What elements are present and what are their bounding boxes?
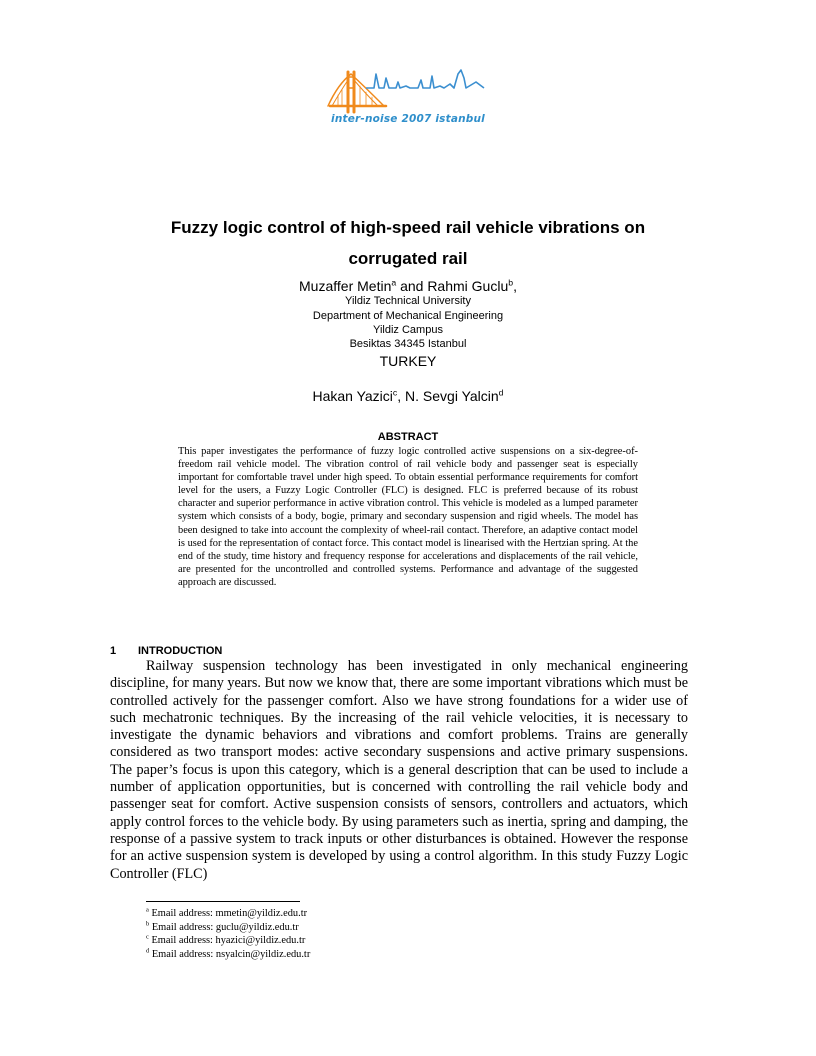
author-mark: a: [391, 277, 397, 288]
section-number: 1: [110, 645, 117, 657]
logo-text: inter-noise 2007 istanbul: [331, 113, 485, 125]
footnote-text: Email address: nsyalcin@yildiz.edu.tr: [149, 948, 311, 960]
author-name: Hakan Yazici: [312, 388, 393, 404]
author-mark: d: [498, 387, 504, 398]
footnote-text: Email address: guclu@yildiz.edu.tr: [149, 921, 299, 933]
footnotes: [146, 907, 546, 961]
authors-line-2: [108, 388, 708, 404]
affiliation-university: Yildiz Technical University: [345, 295, 471, 307]
footnote: [146, 934, 546, 948]
paper-title-line-1: Fuzzy logic control of high-speed rail vehicle vibrations on: [170, 218, 646, 237]
footnote-mark: b: [146, 920, 150, 928]
author-name: and Rahmi Guclu: [396, 278, 509, 294]
affiliation-address: Besiktas 34345 Istanbul: [349, 338, 467, 350]
affiliation-country: TURKEY: [379, 353, 437, 369]
footnote: [146, 907, 546, 921]
footnote-rule: [146, 901, 300, 902]
conference-logo: [326, 66, 490, 130]
section-title: INTRODUCTION: [138, 645, 223, 657]
authors-line: [108, 278, 708, 294]
abstract-text: This paper investigates the performance of fuzzy logic controlled active suspensions on a six-degree-of-freedom rail vehicle model. The vibration control of rail vehicle body and passenger seat is especially important for comfortable travel under high speed. To obtain essential performance requirements for comfort level for the users, a Fuzzy Logic Controller (FLC) is designed. FLC is preferred because of its robust character and superior performance in active vibration control. This vehicle is modeled as a lumped parameter system which consists of a body, bogie, primary and secondary suspension and rigid wheels. The model has been designed to take into account the complexity of wheel-rail contact. Therefore, an adaptive contact model is used for the representation of contact force. This contact model is linearised with the Hertzian spring. At the end of the study, time history and frequency response for accelerations and displacements of the rail vehicle, are presented for the uncontrolled and controlled systems. Performance and advantage of the suggested approach are discussed.: [178, 446, 638, 588]
author-name: , N. Sevgi Yalcin: [397, 388, 499, 404]
author-name: Muzaffer Metin: [299, 278, 392, 294]
footnote-mark: c: [146, 933, 149, 941]
footnote: [146, 948, 546, 962]
footnote-mark: a: [146, 906, 149, 914]
author-mark: c: [392, 387, 398, 398]
footnote-text: Email address: hyazici@yildiz.edu.tr: [148, 935, 306, 946]
paper-title-line-2: corrugated rail: [348, 249, 468, 268]
abstract-heading: ABSTRACT: [377, 431, 439, 443]
section-heading: [110, 645, 222, 658]
bridge-skyline-icon: [326, 66, 490, 116]
author-mark: b: [508, 277, 514, 288]
affiliation-department: Department of Mechanical Engineering: [312, 310, 504, 322]
footnote: [146, 921, 546, 935]
footnote-mark: d: [146, 947, 150, 955]
introduction-body: Railway suspension technology has been investigated in only mechanical engineering discipline, for many years. But now we know that, there are some important vibrations which must be controlled actively for the passenger comfort. Also we have strong foundations for a wider use of such mechatronic techniques. By the increasing of the rail vehicle velocities, it is necessary to investigate the dynamic behaviors and vibrations and comfort problems. Trains are generally considered as two transport modes: active secondary suspensions and active primary suspensions. The paper’s focus is upon this category, which is a general description that can be used to include a number of application opportunities, but is concerned with controlling the rail vehicle body and passenger seat for comfort. Active suspension consists of sensors, controllers and actuators, which apply control forces to the vehicle body. By using parameters such as inertia, spring and damping, the response of a passive system to track inputs or other disturbances is obtained. However the response for an active suspension system is developed by using a control algorithm. In this study Fuzzy Logic Controller (FLC): [110, 658, 689, 882]
affiliation-campus: Yildiz Campus: [373, 324, 443, 336]
author-separator: ,: [513, 278, 517, 294]
footnote-text: Email address: mmetin@yildiz.edu.tr: [148, 908, 308, 919]
